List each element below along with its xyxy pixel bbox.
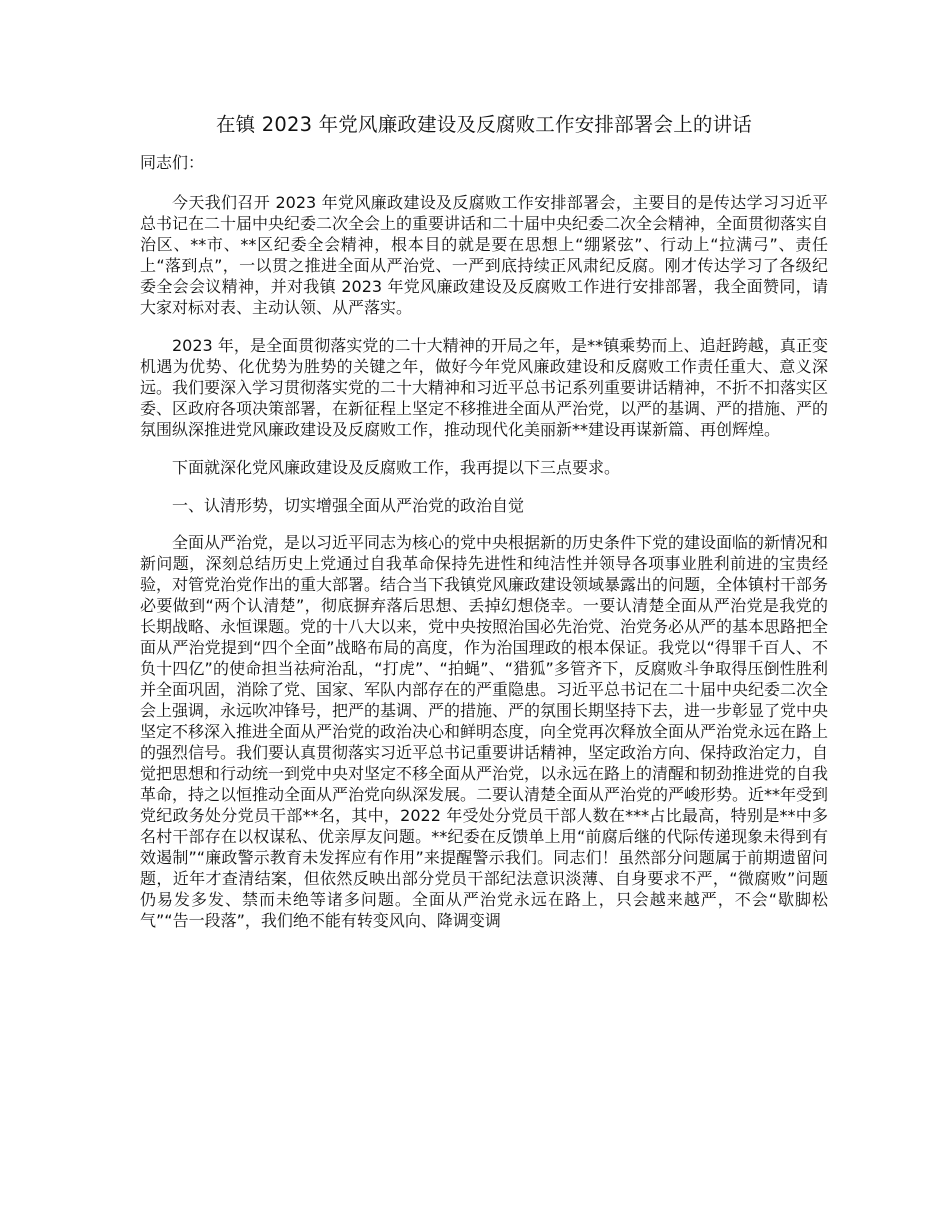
document-title: 在镇 2023 年党风廉政建设及反腐败工作安排部署会上的讲话 bbox=[215, 113, 753, 136]
paragraph-requirements: 下面就深化党风廉政建设及反腐败工作，我再提以下三点要求。 bbox=[172, 458, 621, 477]
document-page bbox=[140, 110, 828, 948]
paragraph-2023: 2023 年，是全面贯彻落实党的二十大精神的开局之年，是**镇乘势而上、追赶跨越，真正变机遇为优势、化优势为胜势的关键之年，做好今年党风廉政建设和反腐败工作责任重大、意义深远。我们要深入学习贯彻落实党的二十大精神和习近平总书记系列重要讲话精神，不折不扣落实区委、区政府各项决策部署，在新征程上坚定不移推进全面从严治党，以严的基调、严的措施、严的氛围纵深推进党风廉政建设及反腐败工作，推动现代化美丽新**建设再谋新篇、再创辉煌。 bbox=[140, 336, 829, 439]
section-heading-1: 一、认清形势，切实增强全面从严治党的政治自觉 bbox=[172, 496, 525, 515]
paragraph-intro: 今天我们召开 2023 年党风廉政建设及反腐败工作安排部署会，主要目的是传达学习习近平总书记在二十届中央纪委二次全会上的重要讲话和二十届中央纪委二次全会精神，全面贯彻落实自治区、**市、**区纪委全会精神，根本目的就是要在思想上“绷紧弦”、行动上“拉满弓”、责任上“落到点”，一以贯之推进全面从严治党、一严到底持续正风肃纪反腐。刚才传达学习了各级纪委全会会议精神，并对我镇 2023 年党风廉政建设及反腐败工作进行安排部署，我全面赞同，请大家对标对表、主动认领、从严落实。 bbox=[140, 193, 829, 317]
paragraph-section-1: 全面从严治党，是以习近平同志为核心的党中央根据新的历史条件下党的建设面临的新情况和新问题，深刻总结历史上党通过自我革命保持先进性和纯洁性并领导各项事业胜利前进的宝贵经验，对管党治党作出的重大部署。结合当下我镇党风廉政建设领域暴露出的问题，全体镇村干部务必要做到“两个认清楚”，彻底摒弃落后思想、丢掉幻想侥幸。一要认清楚全面从严治党是我党的长期战略、永恒课题。党的十八大以来，党中央按照治国必先治党、治党务必从严的基本思路把全面从严治党提到“四个全面”战略布局的高度，作为治国理政的根本保证。我党以“得罪千百人、不负十四亿”的使命担当祛疴治乱，“打虎”、“拍蝇”、“猎狐”多管齐下，反腐败斗争取得压倒性胜利并全面巩固，消除了党、国家、军队内部存在的严重隐患。习近平总书记在二十届中央纪委二次全会上强调，永远吹冲锋号，把严的基调、严的措施、严的氛围长期坚持下去，进一步彰显了党中央坚定不移深入推进全面从严治党的政治决心和鲜明态度，向全党再次释放全面从严治党永远在路上的强烈信号。我们要认真贯彻落实习近平总书记重要讲话精神，坚定政治方向、保持政治定力，自觉把思想和行动统一到党中央对坚定不移全面从严治党，以永远在路上的清醒和韧劲推进党的自我革命，持之以恒推动全面从严治党向纵深发展。二要认清楚全面从严治党的严峻形势。近**年受到党纪政务处分党员干部**名，其中，2022 年受处分党员干部人数在***占比最高，特别是**中多名村干部存在以权谋私、优亲厚友问题。**纪委在反馈单上用“前腐后继的代际传递现象未得到有效遏制”“廉政警示教育未发挥应有作用”来提醒警示我们。同志们！虽然部分问题属于前期遗留问题，近年才查清结案，但依然反映出部分党员干部纪法意识淡薄、自身要求不严，“微腐败”问题仍易发多发、禁而未绝等诸多问题。全面从严治党永远在路上，只会越来越严，不会“歇脚松气”“告一段落”，我们绝不能有转变风向、降调变调 bbox=[140, 533, 829, 930]
salutation: 同志们： bbox=[140, 153, 205, 172]
